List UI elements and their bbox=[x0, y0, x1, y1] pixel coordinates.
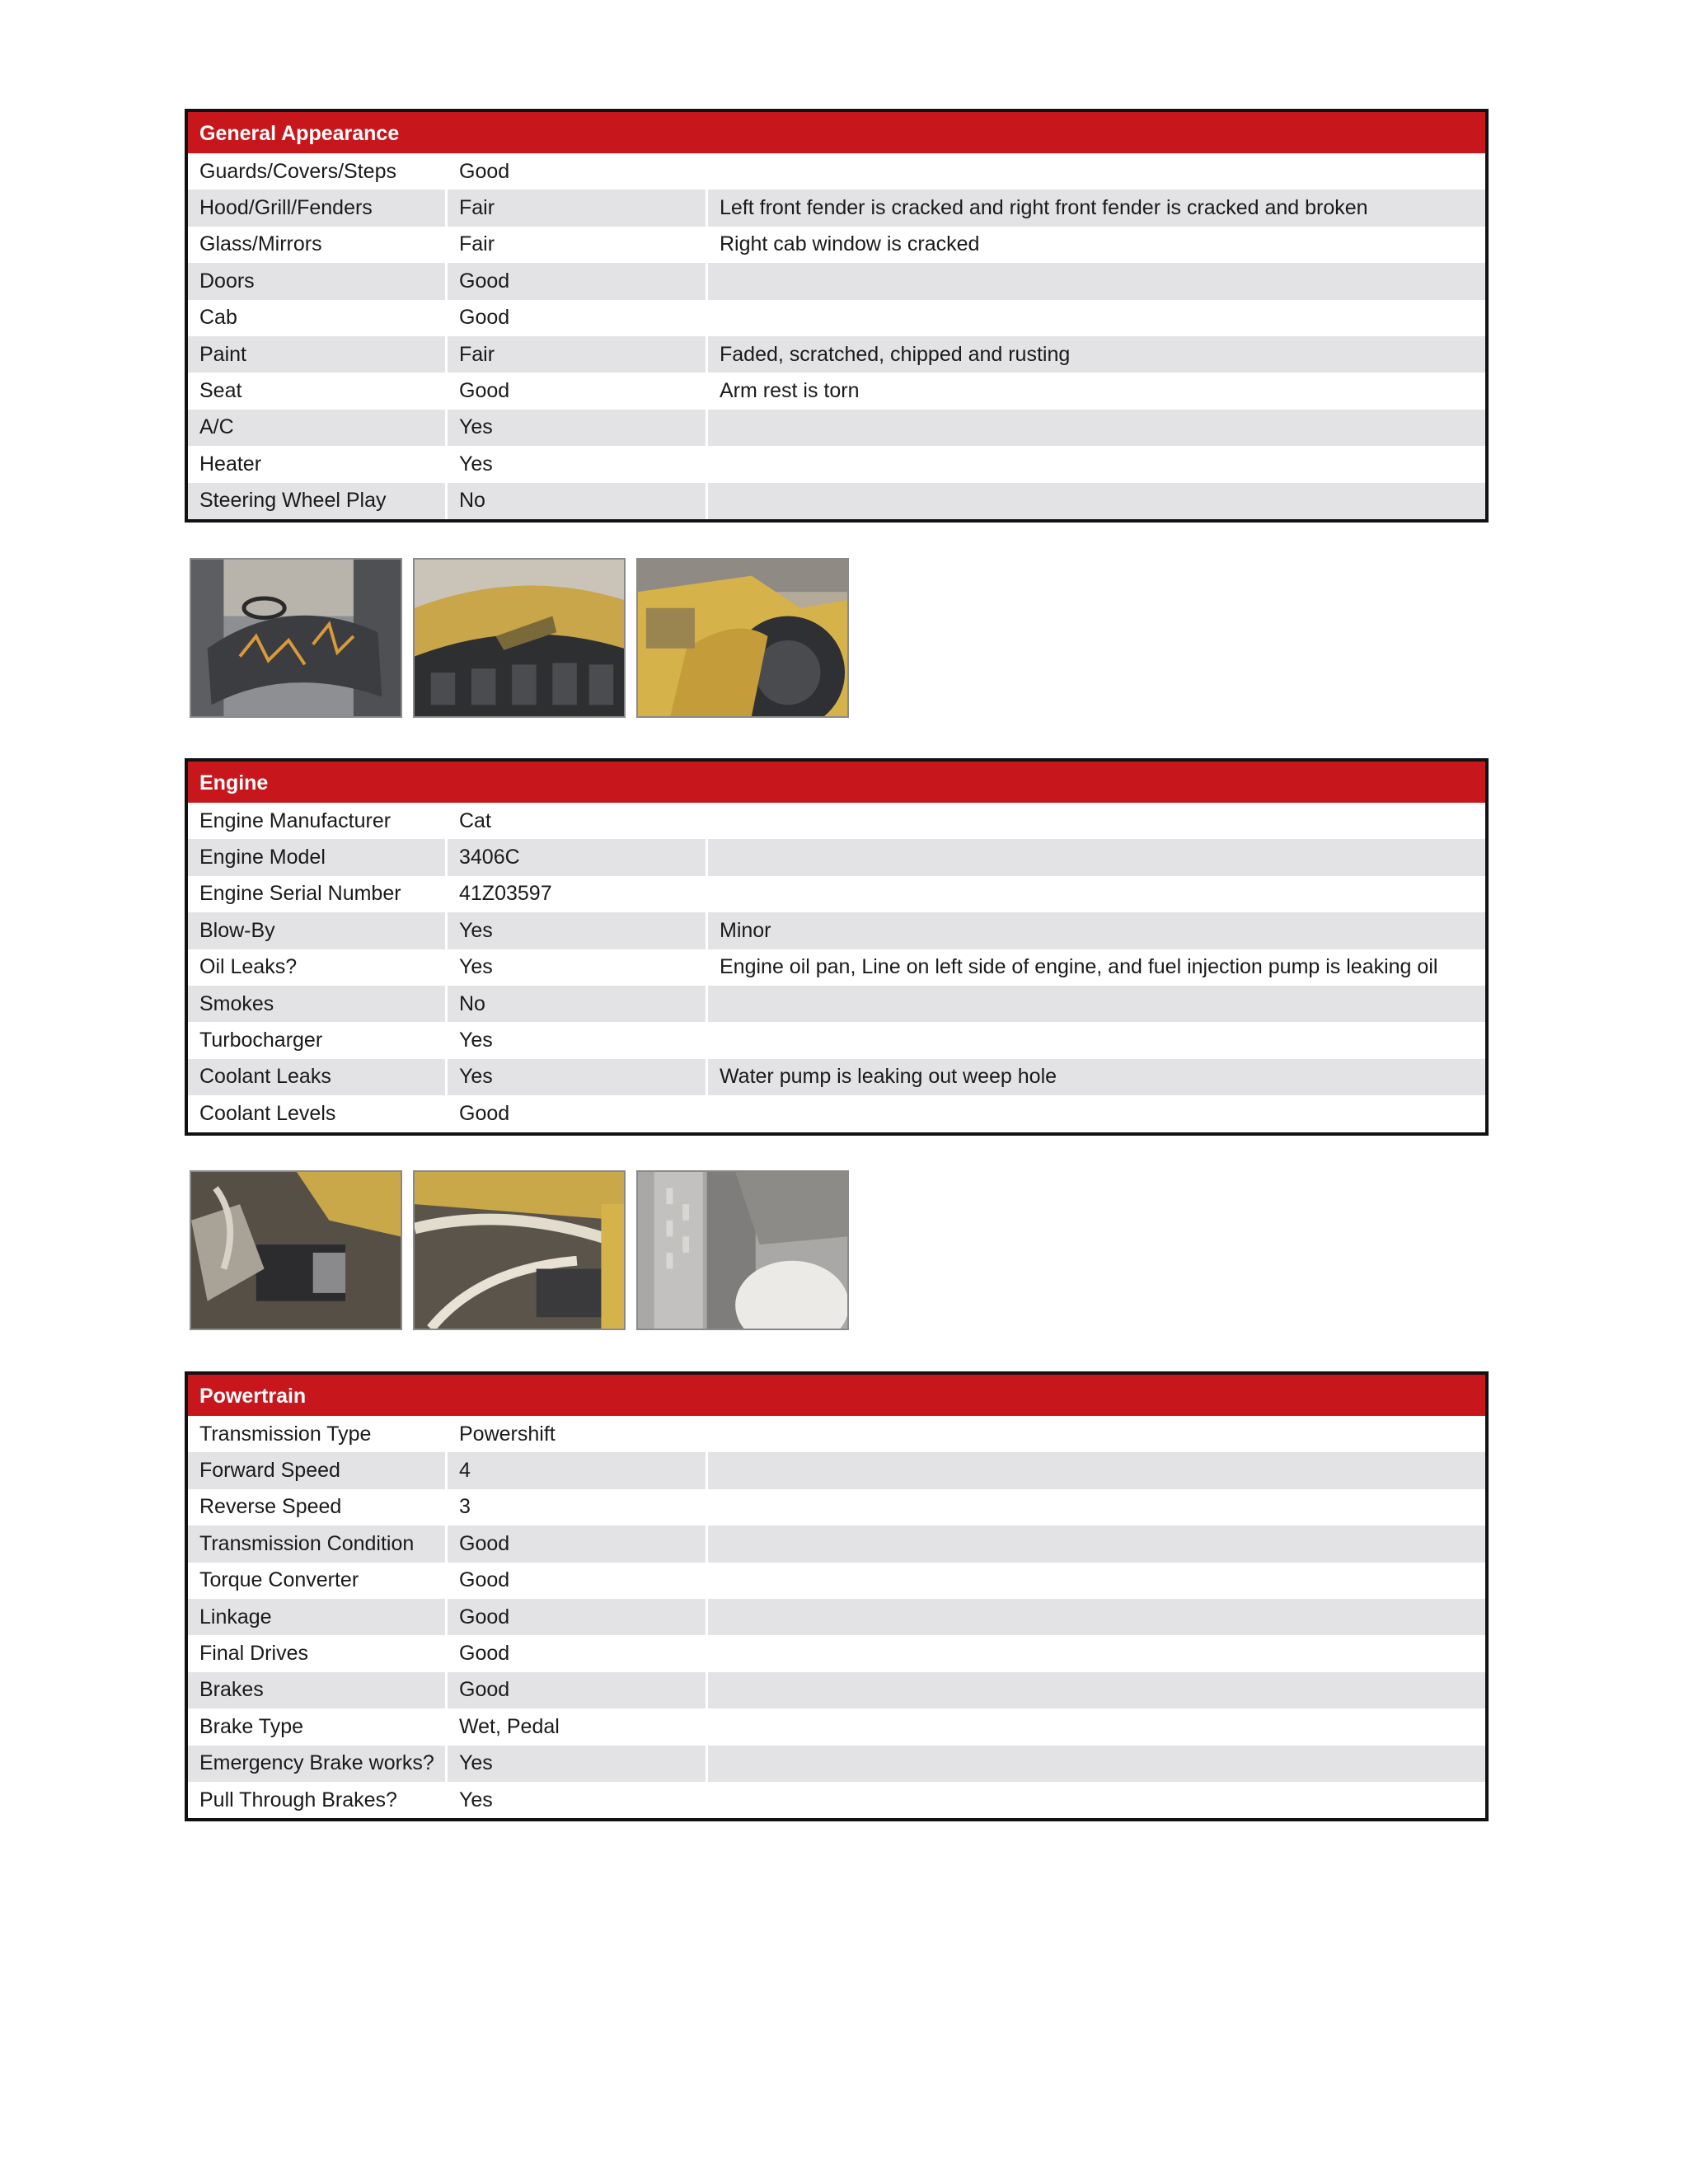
row-value: Good bbox=[448, 1095, 708, 1132]
row-value: Yes bbox=[448, 446, 708, 482]
row-label: Cab bbox=[188, 300, 448, 336]
row-value: Wet, Pedal bbox=[448, 1708, 708, 1745]
row-label: Smokes bbox=[188, 986, 448, 1022]
row-note bbox=[708, 986, 1485, 1022]
row-note bbox=[708, 1416, 1485, 1452]
row-value: Good bbox=[448, 1599, 708, 1635]
table-row bbox=[188, 1022, 1485, 1058]
row-note bbox=[708, 300, 1485, 336]
row-label: A/C bbox=[188, 410, 448, 446]
row-note bbox=[708, 1526, 1485, 1562]
row-value: No bbox=[448, 986, 708, 1022]
table-row bbox=[188, 300, 1485, 336]
row-label: Guards/Covers/Steps bbox=[188, 153, 448, 190]
general-appearance-section bbox=[185, 109, 1489, 523]
photo-engine-oil-pan[interactable] bbox=[190, 1170, 402, 1330]
row-label: Glass/Mirrors bbox=[188, 227, 448, 263]
row-note bbox=[708, 803, 1485, 839]
row-value: 41Z03597 bbox=[448, 876, 708, 912]
table-row bbox=[188, 1708, 1485, 1745]
powertrain-section bbox=[185, 1371, 1489, 1821]
table-row bbox=[188, 227, 1485, 263]
row-value: Yes bbox=[448, 949, 708, 986]
general-appearance-photos bbox=[190, 558, 849, 718]
row-value: 4 bbox=[448, 1452, 708, 1488]
table-row bbox=[188, 483, 1485, 519]
row-label: Brake Type bbox=[188, 1708, 448, 1745]
row-note bbox=[708, 1022, 1485, 1058]
row-value: 3406C bbox=[448, 839, 708, 875]
row-value: Yes bbox=[448, 410, 708, 446]
table-row bbox=[188, 1059, 1485, 1095]
row-note: Arm rest is torn bbox=[720, 379, 860, 403]
row-label: Engine Serial Number bbox=[188, 876, 448, 912]
table-row bbox=[188, 1599, 1485, 1635]
row-note bbox=[708, 1782, 1485, 1818]
table-row bbox=[188, 1452, 1485, 1488]
row-label: Paint bbox=[188, 336, 448, 373]
table-row bbox=[188, 839, 1485, 875]
row-value: Good bbox=[448, 1563, 708, 1599]
row-value: Yes bbox=[448, 1059, 708, 1095]
row-label: Transmission Condition bbox=[188, 1526, 448, 1562]
row-value: Good bbox=[448, 263, 708, 299]
table-row bbox=[188, 876, 1485, 912]
row-value: Good bbox=[448, 1526, 708, 1562]
row-note bbox=[708, 1452, 1485, 1488]
row-note: Right cab window is cracked bbox=[720, 232, 980, 256]
table-row bbox=[188, 912, 1485, 949]
section-title: Powertrain bbox=[188, 1375, 1485, 1416]
row-value: 3 bbox=[448, 1489, 708, 1526]
row-value: Yes bbox=[448, 1782, 708, 1818]
row-label: Reverse Speed bbox=[188, 1489, 448, 1526]
row-value: Good bbox=[448, 373, 708, 409]
table-row bbox=[188, 1563, 1485, 1599]
row-label: Coolant Leaks bbox=[188, 1059, 448, 1095]
row-label: Torque Converter bbox=[188, 1563, 448, 1599]
row-label: Seat bbox=[188, 373, 448, 409]
row-value: Good bbox=[448, 300, 708, 336]
row-note bbox=[708, 446, 1485, 482]
table-row bbox=[188, 336, 1485, 373]
table-row bbox=[188, 263, 1485, 299]
engine-photos bbox=[190, 1170, 849, 1330]
row-note: Faded, scratched, chipped and rusting bbox=[720, 342, 1071, 366]
row-note bbox=[708, 1672, 1485, 1708]
photo-water-pump[interactable] bbox=[636, 1170, 849, 1330]
row-value: Good bbox=[448, 1672, 708, 1708]
photo-loader-fender-tire[interactable] bbox=[636, 558, 849, 718]
table-row bbox=[188, 1489, 1485, 1526]
table-row bbox=[188, 1416, 1485, 1452]
row-value: Fair bbox=[448, 190, 708, 226]
table-row bbox=[188, 153, 1485, 190]
row-note bbox=[708, 483, 1485, 519]
row-label: Linkage bbox=[188, 1599, 448, 1635]
table-row bbox=[188, 1526, 1485, 1562]
row-label: Emergency Brake works? bbox=[188, 1746, 448, 1782]
section-title: Engine bbox=[188, 762, 1485, 803]
row-note bbox=[708, 1746, 1485, 1782]
row-label: Engine Manufacturer bbox=[188, 803, 448, 839]
row-label: Steering Wheel Play bbox=[188, 483, 448, 519]
row-value: Fair bbox=[448, 336, 708, 373]
photo-engine-line[interactable] bbox=[413, 1170, 626, 1330]
section-title: General Appearance bbox=[188, 112, 1485, 153]
table-row bbox=[188, 986, 1485, 1022]
row-label: Final Drives bbox=[188, 1635, 448, 1671]
table-row bbox=[188, 410, 1485, 446]
table-row bbox=[188, 949, 1485, 986]
row-value: Yes bbox=[448, 1746, 708, 1782]
row-note: Minor bbox=[720, 918, 771, 942]
photo-cracked-fender[interactable] bbox=[190, 558, 402, 718]
row-note bbox=[708, 153, 1485, 190]
photo-broken-fender[interactable] bbox=[413, 558, 626, 718]
row-note bbox=[708, 839, 1485, 875]
row-label: Heater bbox=[188, 446, 448, 482]
row-note bbox=[708, 876, 1485, 912]
table-row bbox=[188, 1672, 1485, 1708]
row-note bbox=[708, 263, 1485, 299]
row-label: Pull Through Brakes? bbox=[188, 1782, 448, 1818]
table-row bbox=[188, 373, 1485, 409]
row-label: Brakes bbox=[188, 1672, 448, 1708]
row-note bbox=[708, 1599, 1485, 1635]
row-label: Hood/Grill/Fenders bbox=[188, 190, 448, 226]
row-note bbox=[708, 1563, 1485, 1599]
row-label: Doors bbox=[188, 263, 448, 299]
row-note: Engine oil pan, Line on left side of engine, and fuel injection pump is leaking oil bbox=[720, 955, 1438, 979]
row-value: Good bbox=[448, 153, 708, 190]
table-row bbox=[188, 1635, 1485, 1671]
row-value: Yes bbox=[448, 912, 708, 949]
table-row bbox=[188, 190, 1485, 226]
table-row bbox=[188, 1746, 1485, 1782]
row-value: Cat bbox=[448, 803, 708, 839]
row-label: Engine Model bbox=[188, 839, 448, 875]
row-value: Good bbox=[448, 1635, 708, 1671]
row-label: Forward Speed bbox=[188, 1452, 448, 1488]
row-value: No bbox=[448, 483, 708, 519]
row-label: Coolant Levels bbox=[188, 1095, 448, 1132]
row-label: Oil Leaks? bbox=[188, 949, 448, 986]
row-note bbox=[708, 1095, 1485, 1132]
row-note bbox=[708, 1489, 1485, 1526]
row-note bbox=[708, 410, 1485, 446]
engine-section bbox=[185, 758, 1489, 1136]
table-row bbox=[188, 1095, 1485, 1132]
table-row bbox=[188, 446, 1485, 482]
row-label: Blow-By bbox=[188, 912, 448, 949]
row-label: Turbocharger bbox=[188, 1022, 448, 1058]
table-row bbox=[188, 1782, 1485, 1818]
row-value: Fair bbox=[448, 227, 708, 263]
row-note bbox=[708, 1635, 1485, 1671]
row-note: Water pump is leaking out weep hole bbox=[720, 1065, 1057, 1089]
row-value: Yes bbox=[448, 1022, 708, 1058]
row-note: Left front fender is cracked and right front fender is cracked and broken bbox=[720, 196, 1368, 220]
table-row bbox=[188, 803, 1485, 839]
row-value: Powershift bbox=[448, 1416, 708, 1452]
row-label: Transmission Type bbox=[188, 1416, 448, 1452]
row-note bbox=[708, 1708, 1485, 1745]
